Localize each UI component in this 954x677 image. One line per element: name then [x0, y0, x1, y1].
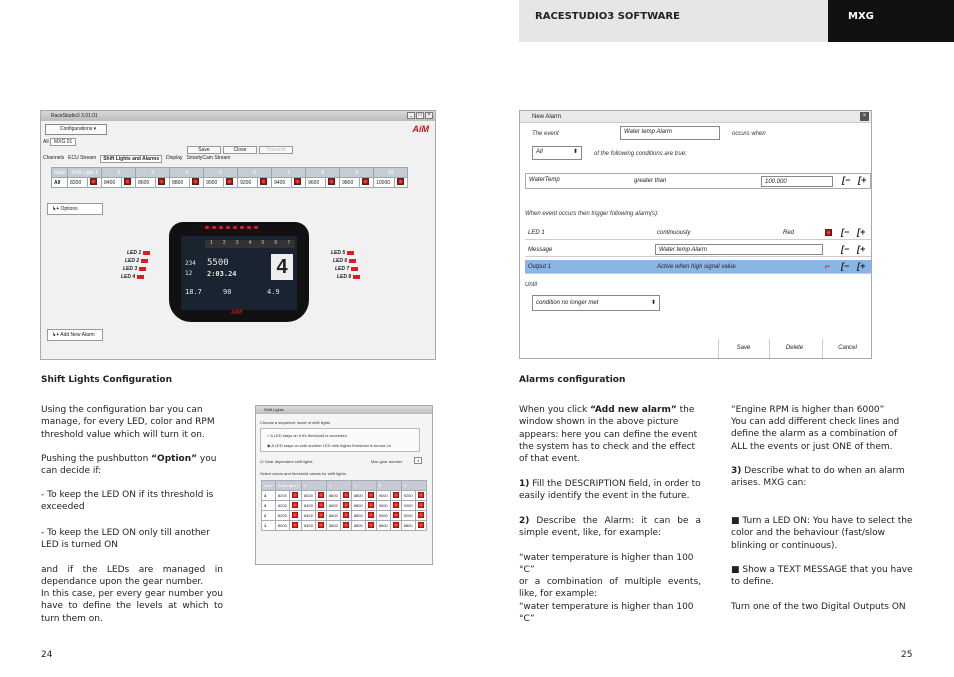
led-color-icon[interactable] — [325, 178, 340, 188]
until-label: Until — [525, 282, 538, 288]
rpm-threshold-field[interactable]: 8800 — [351, 501, 365, 511]
led-color-icon[interactable] — [290, 511, 302, 521]
aim-logo: AiM — [412, 124, 429, 134]
left-p4: - To keep the LED ON only till another LED is turned ON — [41, 528, 210, 551]
gear-table-header: Gear — [52, 168, 68, 178]
output-signal-icon[interactable]: ⌐ — [825, 261, 831, 271]
led-swatch-icon — [143, 251, 150, 255]
add-new-alarm-button[interactable]: ↳+ Add New Alarm — [47, 329, 103, 341]
new-alarm-screenshot — [519, 110, 872, 359]
page-number-right: 25 — [901, 650, 913, 660]
close-icon[interactable]: × — [425, 112, 433, 119]
left-p5: and if the LEDs are managed in dependance upon the gear number. — [41, 565, 223, 588]
gear-indicator: 1 — [210, 240, 213, 246]
condition-channel: WaterTemp — [529, 177, 560, 183]
led-color-icon[interactable] — [415, 491, 426, 501]
dash-aim-logo: AiM — [231, 310, 242, 316]
left-p1: Using the configuration bar you can manage, for every LED, color and RPM threshold value which will turn it on. — [41, 405, 215, 440]
left-caption: Shift Lights Configuration — [41, 375, 172, 385]
right-p4: ■ Turn a LED ON: You have to select the color and the behaviour (fast/slow blinking or continuous). — [731, 516, 913, 551]
dash-screen — [181, 236, 297, 310]
condition-row[interactable] — [525, 173, 871, 189]
delete-button[interactable]: Delete — [769, 339, 819, 358]
led-color-icon[interactable] — [415, 521, 426, 531]
rpm-threshold-field[interactable]: 8800 — [351, 491, 365, 501]
rpm-threshold-field[interactable]: 9600 — [306, 178, 325, 188]
close-button[interactable]: Close — [223, 146, 257, 154]
gear-indicator: 6 — [274, 240, 278, 246]
led-swatch-icon — [139, 267, 146, 271]
configurations-button[interactable]: Configurations ▾ — [45, 124, 107, 135]
max-gear-stepper[interactable]: 4 — [414, 457, 422, 464]
left-p6: In this case, per every gear number you have to define the levels at which to turn them on. — [41, 589, 223, 624]
gear-table-header: 4 — [351, 481, 376, 491]
add-condition-icon[interactable]: [+ — [858, 175, 867, 185]
led-swatch-icon — [351, 267, 358, 271]
led-label: LED 5 — [331, 250, 354, 256]
header-product: MXG — [848, 11, 874, 22]
event-label: The event — [532, 131, 559, 137]
gear-number: 3 — [262, 501, 276, 511]
table-row — [262, 521, 427, 531]
remove-condition-icon[interactable]: [− — [842, 175, 851, 185]
rpm-threshold-field[interactable]: 8200 — [275, 491, 290, 501]
gear-indicator: 4 — [248, 240, 252, 246]
rpm-threshold-field[interactable]: 8400 — [302, 511, 316, 521]
rpm-threshold-field[interactable]: 9200 — [401, 491, 415, 501]
rpm-threshold-field[interactable]: 8800 — [376, 521, 390, 531]
dash-value-3: 4.9 — [267, 288, 280, 296]
led-color-icon[interactable] — [359, 178, 374, 188]
gear-indicator: 5 — [261, 240, 265, 246]
gear-dependent-checkbox[interactable]: ☑ Gear dependent shift lights — [260, 459, 313, 464]
led-color-icon[interactable] — [340, 491, 351, 501]
options-button[interactable]: ↳+ Options — [47, 203, 103, 215]
tab-channels[interactable]: Channels — [43, 155, 65, 161]
gear-table-header: 5 — [204, 168, 238, 178]
led-color-icon[interactable] — [365, 491, 376, 501]
rpm-threshold-field[interactable]: 8200 — [275, 511, 290, 521]
gear-table-header: 3 — [326, 481, 351, 491]
rpm-threshold-field[interactable]: 9200 — [401, 501, 415, 511]
shift-light-table — [51, 167, 408, 188]
gear-table-header: 6 — [238, 168, 272, 178]
gear-number: 1 — [262, 521, 276, 531]
gear-indicator: 2 — [222, 240, 226, 246]
gear-table-header: 3 — [136, 168, 170, 178]
mid-p3: 2) Describe the Alarm: it can be a simple event, like, for example: — [519, 516, 701, 539]
led-color-icon[interactable] — [415, 501, 426, 511]
table-row — [262, 491, 427, 501]
mid-p6: “water temperature is higher than 100 °C” — [519, 602, 694, 625]
rpm-threshold-field[interactable]: 8400 — [302, 521, 316, 531]
gear-table-header: 6 — [401, 481, 426, 491]
until-select[interactable]: condition no longer met ⬍ — [532, 295, 660, 311]
option-until-another[interactable]: ◉ A LED stays on until another LED with higher threshold is turned on — [267, 443, 391, 448]
left-p2: Pushing the pushbutton “Option” you can decide if: — [41, 454, 217, 477]
rpm-threshold-field[interactable]: 8800 — [351, 511, 365, 521]
rpm-threshold-field[interactable]: 9000 — [376, 501, 390, 511]
rpm-threshold-field[interactable]: 8600 — [136, 178, 155, 188]
gear-row-label: All — [52, 178, 68, 188]
maximize-icon[interactable]: □ — [416, 112, 424, 119]
rpm-threshold-field[interactable]: 8600 — [326, 501, 340, 511]
gear-number: 4 — [262, 491, 276, 501]
gear-table-header: 9 — [340, 168, 374, 178]
add-alarm-icon[interactable]: [+ — [857, 261, 866, 271]
led-color-icon[interactable] — [155, 178, 170, 188]
led-color-icon[interactable] — [390, 491, 401, 501]
mid-p4: “water temperature is higher than 100 °C” — [519, 553, 694, 576]
led-swatch-icon — [347, 251, 354, 255]
led-color-icon[interactable] — [290, 491, 302, 501]
event-description-field[interactable]: Water temp Alarm — [620, 126, 720, 140]
led-color-icon[interactable] — [223, 178, 238, 188]
led-color-icon[interactable] — [340, 501, 351, 511]
dash-leds — [205, 226, 258, 229]
rpm-threshold-field[interactable]: 8400 — [302, 501, 316, 511]
device-tab[interactable]: All MXG 01 — [43, 138, 76, 146]
gear-table-header: 5 — [376, 481, 401, 491]
all-select[interactable]: All ⬍ — [532, 146, 582, 160]
shift-lights-options-screenshot — [255, 405, 433, 565]
transmit-button[interactable]: Transmit — [259, 146, 293, 154]
gear-table-header: 7 — [272, 168, 306, 178]
tab-smartycam[interactable]: SmartyCam Stream — [186, 155, 231, 161]
dash-value-1: 18.7 — [185, 288, 202, 296]
led-color-icon[interactable] — [315, 511, 326, 521]
led-swatch-icon — [137, 275, 144, 279]
led-color-icon[interactable] — [291, 178, 306, 188]
led-color-icon[interactable] — [121, 178, 136, 188]
rpm-threshold-field[interactable]: 8800 — [170, 178, 189, 188]
led-label: LED 6 — [333, 258, 356, 264]
led-color-icon[interactable] — [290, 521, 302, 531]
sequence-mode-label: Choose a sequence mode of shift lights — [260, 420, 331, 425]
condition-value-field[interactable]: 100.000 — [761, 176, 833, 187]
remove-alarm-icon[interactable]: [− — [841, 227, 850, 237]
option-exceeded[interactable]: ○ A LED stays on if it's threshold is exceeded — [267, 433, 347, 438]
rpm-threshold-field[interactable]: 8400 — [102, 178, 121, 188]
cancel-button[interactable]: Cancel — [822, 339, 872, 358]
led-color-icon[interactable] — [290, 501, 302, 511]
right-p5: ■ Show a TEXT MESSAGE that you have to define. — [731, 565, 913, 588]
rpm-threshold-field[interactable]: 8600 — [326, 491, 340, 501]
rpm-threshold-field[interactable]: 8400 — [302, 491, 316, 501]
add-alarm-icon[interactable]: [+ — [857, 227, 866, 237]
mid-p1: When you click “Add new alarm” the window shown in the above picture appears: here you can define the event the system has to check and the effect of that event. — [519, 405, 698, 465]
rpm-threshold-field[interactable]: 8600 — [326, 521, 340, 531]
table-row — [262, 511, 427, 521]
sub-tabs — [43, 155, 230, 163]
alarm-row-message[interactable]: Message Water temp Alarm [− [+ — [525, 243, 871, 257]
led-swatch-icon — [141, 259, 148, 263]
gear-indicator: 3 — [235, 240, 239, 246]
rpm-threshold-field[interactable]: 9000 — [376, 491, 390, 501]
close-icon[interactable]: × — [860, 112, 869, 121]
mid-p2: 1) Fill the DESCRIPTION field, in order to easily identify the event in the future. — [519, 479, 701, 502]
rpm-threshold-field[interactable]: 9000 — [204, 178, 223, 188]
led-label: LED 1 — [127, 250, 150, 256]
led-color-icon[interactable] — [257, 178, 272, 188]
gear-number: 2 — [262, 511, 276, 521]
rpm-threshold-field[interactable]: 8800 — [351, 521, 365, 531]
rpm-threshold-field[interactable]: 9400 — [272, 178, 291, 188]
dash-value-2: 90 — [223, 288, 232, 296]
led-color-icon[interactable] — [825, 229, 832, 236]
max-gear-label: Max gear number — [371, 459, 403, 464]
alarm-title: New Alarm — [532, 114, 562, 120]
window-titlebar — [41, 111, 435, 121]
dash-rpm: 5500 — [207, 258, 229, 268]
page-header — [519, 0, 954, 42]
header-title: RACESTUDIO3 SOFTWARE — [535, 11, 680, 22]
gear-table-header: Shift Light 1 — [68, 168, 102, 178]
led-label: LED 4 — [121, 274, 144, 280]
gear-indicator: 7 — [287, 240, 290, 246]
led-label: LED 2 — [125, 258, 148, 264]
gear-table-header: 2 — [302, 481, 327, 491]
alarm-row-led[interactable]: LED 1 continuously Red [− [+ — [525, 226, 871, 240]
condition-operator: greater than — [634, 178, 667, 184]
tab-shift-lights[interactable]: Shift Lights and Alarms — [100, 155, 162, 163]
led-color-icon[interactable] — [365, 511, 376, 521]
rpm-threshold-field[interactable]: 8600 — [326, 511, 340, 521]
trigger-label: When event occurs then trigger following alarm(s): — [525, 211, 659, 217]
dash-lap: 12 — [185, 270, 193, 277]
led-color-icon[interactable] — [394, 178, 407, 188]
led-color-icon[interactable] — [390, 521, 401, 531]
alarm-titlebar — [520, 111, 871, 123]
occurs-when-label: occurs when — [732, 131, 766, 137]
gear-strip — [205, 240, 295, 248]
dash-time: 2:03.24 — [207, 270, 237, 278]
sequence-mode-group — [260, 428, 420, 452]
rpm-threshold-field[interactable]: 8800 — [401, 521, 415, 531]
rpm-threshold-field[interactable]: 8000 — [275, 521, 290, 531]
led-color-icon[interactable] — [415, 511, 426, 521]
gear-table-header: 2 — [102, 168, 136, 178]
add-alarm-icon[interactable]: [+ — [857, 244, 866, 254]
led-label: LED 8 — [337, 274, 360, 280]
gear-shift-table — [261, 480, 427, 531]
header-product-box — [828, 0, 954, 42]
led-color-icon[interactable] — [315, 521, 326, 531]
led-color-icon[interactable] — [340, 511, 351, 521]
page-number-left: 24 — [41, 650, 53, 660]
rpm-threshold-field[interactable]: 8200 — [68, 178, 87, 188]
led-swatch-icon — [353, 275, 360, 279]
rpm-threshold-field[interactable]: 9000 — [376, 511, 390, 521]
led-label: LED 3 — [123, 266, 146, 272]
gear-table-header: Shift Light 1 — [275, 481, 301, 491]
led-color-icon[interactable] — [390, 511, 401, 521]
right-p2: You can add different check lines and define the alarm as a combination of ALL the events or just ONE of them. — [731, 417, 900, 452]
gear-table-header: 8 — [306, 168, 340, 178]
led-color-icon[interactable] — [340, 521, 351, 531]
remove-alarm-icon[interactable]: [− — [841, 244, 850, 254]
table-row — [262, 501, 427, 511]
rpm-threshold-field[interactable]: 9200 — [401, 511, 415, 521]
led-color-icon[interactable] — [390, 501, 401, 511]
racestudio-screenshot — [40, 110, 436, 360]
rpm-threshold-field[interactable]: 10000 — [374, 178, 395, 188]
left-p3: - To keep the LED ON if its threshold is exceeded — [41, 490, 214, 513]
rpm-threshold-field[interactable]: 8200 — [275, 501, 290, 511]
select-colors-label: Select colors and threshold values for shift lights: — [260, 471, 347, 476]
rpm-threshold-field[interactable]: 9200 — [238, 178, 257, 188]
right-p1: “Engine RPM is higher than 6000” — [731, 405, 885, 415]
led-color-icon[interactable] — [315, 501, 326, 511]
mid-p5: or a combination of multiple events, like, for example: — [519, 577, 701, 600]
led-color-icon[interactable] — [189, 178, 204, 188]
window-title: RaceStudio3 3.01.01 — [51, 113, 98, 119]
led-label: LED 7 — [335, 266, 358, 272]
led-swatch-icon — [349, 259, 356, 263]
right-p3: 3) Describe what to do when an alarm arises. MXG can: — [731, 466, 905, 489]
mid-caption: Alarms configuration — [519, 375, 626, 385]
gear-table-header: 10 — [374, 168, 408, 178]
led-color-icon[interactable] — [365, 501, 376, 511]
gear-table-header: 4 — [170, 168, 204, 178]
led-color-icon[interactable] — [315, 491, 326, 501]
led-color-icon[interactable] — [87, 178, 102, 188]
alarm-row-output[interactable]: Output 1 Active when high signal value ⌐ [− [+ — [525, 260, 871, 274]
dash-gear: 4 — [271, 254, 293, 280]
dash-speed: 234 — [185, 260, 196, 267]
minimize-icon[interactable]: _ — [407, 112, 415, 119]
right-p6: Turn one of the two Digital Outputs ON — [731, 602, 906, 612]
save-button[interactable]: Save — [187, 146, 221, 154]
tab-display[interactable]: Display — [166, 155, 183, 161]
options-titlebar: Shift Lights — [256, 406, 432, 414]
tab-ecu-stream[interactable]: ECU Stream — [68, 155, 97, 161]
action-buttons — [187, 146, 293, 154]
conditions-label: of the following conditions are true: — [594, 151, 687, 157]
led-color-icon[interactable] — [365, 521, 376, 531]
gear-table-header: Gear — [262, 481, 276, 491]
dash-preview — [169, 222, 309, 322]
remove-alarm-icon[interactable]: [− — [841, 261, 850, 271]
save-button[interactable]: Save — [718, 339, 768, 358]
rpm-threshold-field[interactable]: 9800 — [340, 178, 359, 188]
